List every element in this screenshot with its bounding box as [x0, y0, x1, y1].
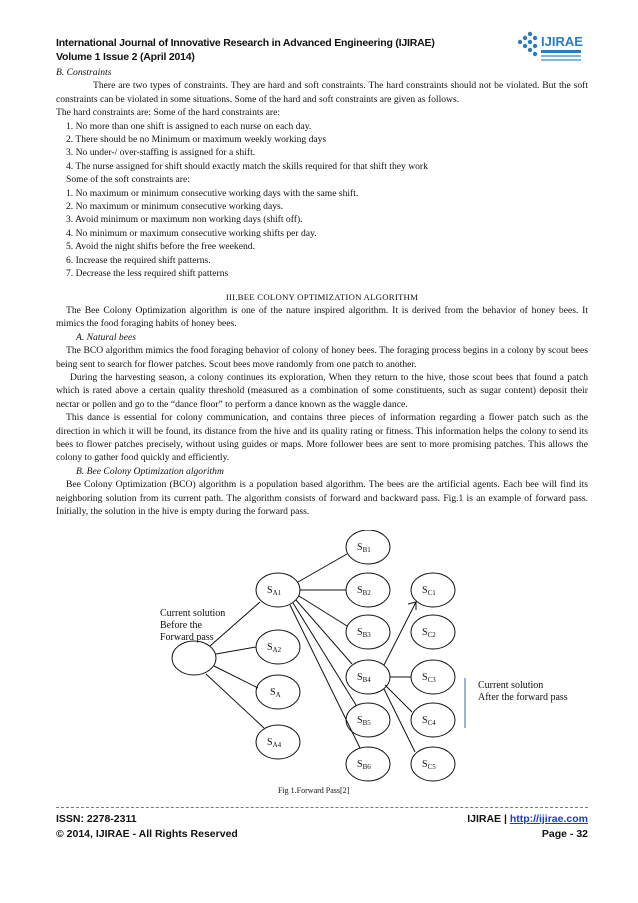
copyright: © 2014, IJIRAE - All Rights Reserved: [56, 828, 238, 840]
section-number: III.: [225, 291, 238, 302]
soft-item: 7. Decrease the less required shift patterns: [66, 268, 229, 280]
hard-item: 1. No more than one shift is assigned to each nurse on each day.: [66, 120, 312, 132]
bco-paragraph-3: During the harvesting season, a colony continues its exploration, When they return to the hive, those scout bees that found a patch which is rated above a certain quality threshold (measured as a combination of some constituents, such as sugar content) deposit their nectar or pollen and go to the “dance floor” to perform a dance known as the waggle dance.: [56, 371, 588, 410]
left-label-line: Current solution: [160, 608, 226, 619]
left-label-line: Forward pass: [160, 632, 214, 643]
soft-item: 6. Increase the required shift patterns.: [66, 254, 211, 266]
edge: [214, 666, 258, 688]
figure-caption: Fig 1.Forward Pass[2]: [278, 786, 350, 795]
label-a2: $S_{A2}$: [267, 642, 282, 654]
label-a4: $S_{A4}$: [267, 737, 282, 749]
page-number: Page - 32: [541, 828, 588, 840]
hard-item: 3. No under-/ over-staffing is assigned for a shift.: [66, 147, 256, 159]
label-b3: $S_{B3}$: [357, 627, 371, 639]
soft-item: 2. No maximum or minimum consecutive working days.: [66, 201, 284, 213]
footer-row-2: [56, 828, 588, 840]
footer-row-1: [56, 813, 588, 825]
heading-constraints: B. Constraints: [56, 67, 112, 78]
edge: [216, 647, 256, 654]
logo-text: IJIRAE: [541, 34, 583, 49]
soft-item: 5. Avoid the night shifts before the free weekend.: [66, 241, 255, 253]
soft-item: 1. No maximum or minimum consecutive working days with the same shift.: [66, 187, 359, 199]
edge: [296, 600, 352, 664]
bco-paragraph-4: This dance is essential for colony communication, and contains three pieces of information regarding a flower patch such as the direction in which it will be found, its distance from the hive and its quality rating or fitness. This information helps the colony to send its bees to flower patches precisely, without using guides or maps. More follower bees are sent to more promising patches. This allows the colony to gather food quickly and efficiently.: [56, 412, 588, 464]
soft-item: 4. No minimum or maximum consecutive working shifts per day.: [66, 227, 317, 239]
soft-item: 3. Avoid minimum or maximum non working days (shift off).: [66, 214, 303, 226]
bco-paragraph-5: Bee Colony Optimization (BCO) algorithm is a population based algorithm. The bees are the artificial agents. Each bee will find its neighboring solution from its current path. The algorithm consists of forward and backward pass. Fig.1 is an example of forward pass. Initially, the solution in the hive is empty during the forward pass.: [56, 479, 588, 517]
left-label-line: Before the: [160, 620, 202, 631]
edge: [293, 603, 356, 705]
main-text: [56, 66, 588, 518]
soft-intro: Some of the soft constraints are:: [66, 174, 190, 186]
label-c5: $S_{C5}$: [422, 759, 436, 771]
label-c3: $S_{C3}$: [422, 672, 436, 684]
journal-short: IJIRAE |: [467, 813, 510, 825]
footer-rule: [56, 807, 588, 808]
label-c1: $S_{C1}$: [422, 585, 436, 597]
issn: ISSN: 2278-2311: [56, 813, 137, 825]
bco-paragraph-2: The BCO algorithm mimics the food foraging behavior of colony of honey bees. The foraging process begins in a colony by scout bees being sent to search for flower patches. Scout bees move randomly from one patch to another.: [56, 345, 588, 370]
volume-info: Volume 1 Issue 2 (April 2014): [56, 51, 195, 63]
journal-title: International Journal of Innovative Research in Advanced Engineering (IJIRAE): [56, 37, 435, 49]
edge: [298, 554, 347, 582]
hard-intro: The hard constraints are: Some of the hard constraints are:: [56, 107, 281, 119]
journal-url-link[interactable]: http://ijirae.com: [509, 813, 588, 825]
label-b4: $S_{B4}$: [357, 672, 371, 684]
edge: [206, 674, 264, 728]
section-heading: [56, 291, 588, 304]
edge: [290, 605, 360, 748]
label-b6: $S_{B6}$: [357, 759, 371, 771]
right-label-line: After the forward pass: [478, 692, 568, 703]
constraints-intro: There are two types of constraints. They are hard and soft constraints. The hard constraints should not be violated. But the soft constraints can be violated in some situations. Some of the hard and soft constraints are given as follows.: [56, 80, 588, 105]
hard-item: 2. There should be no Minimum or maximum weekly working days: [66, 134, 327, 146]
origin-node: [172, 641, 216, 675]
subheading-natural-bees: A. Natural bees: [76, 331, 136, 343]
forward-pass-figure: [140, 530, 600, 810]
subheading-bco-algorithm: B. Bee Colony Optimization algorithm: [76, 465, 224, 477]
label-c2: $S_{C2}$: [422, 627, 436, 639]
section-title: BEE COLONY OPTIMIZATION ALGORITHM: [237, 291, 419, 302]
label-b2: $S_{B2}$: [357, 585, 371, 597]
edge: [384, 689, 415, 752]
right-label-line: Current solution: [478, 680, 544, 691]
label-c4: $S_{C4}$: [422, 715, 436, 727]
label-b1: $S_{B1}$: [357, 542, 371, 554]
bco-paragraph-1: The Bee Colony Optimization algorithm is one of the nature inspired algorithm. It is derived from the behavior of honey bees. It mimics the food foraging habits of honey bees.: [56, 304, 588, 330]
hard-item: 4. The nurse assigned for shift should exactly match the skills required for that shift they work: [66, 160, 428, 172]
label-a1: $S_{A1}$: [267, 585, 282, 597]
label-a3: $S_A$: [270, 687, 281, 699]
label-b5: $S_{B5}$: [357, 715, 371, 727]
